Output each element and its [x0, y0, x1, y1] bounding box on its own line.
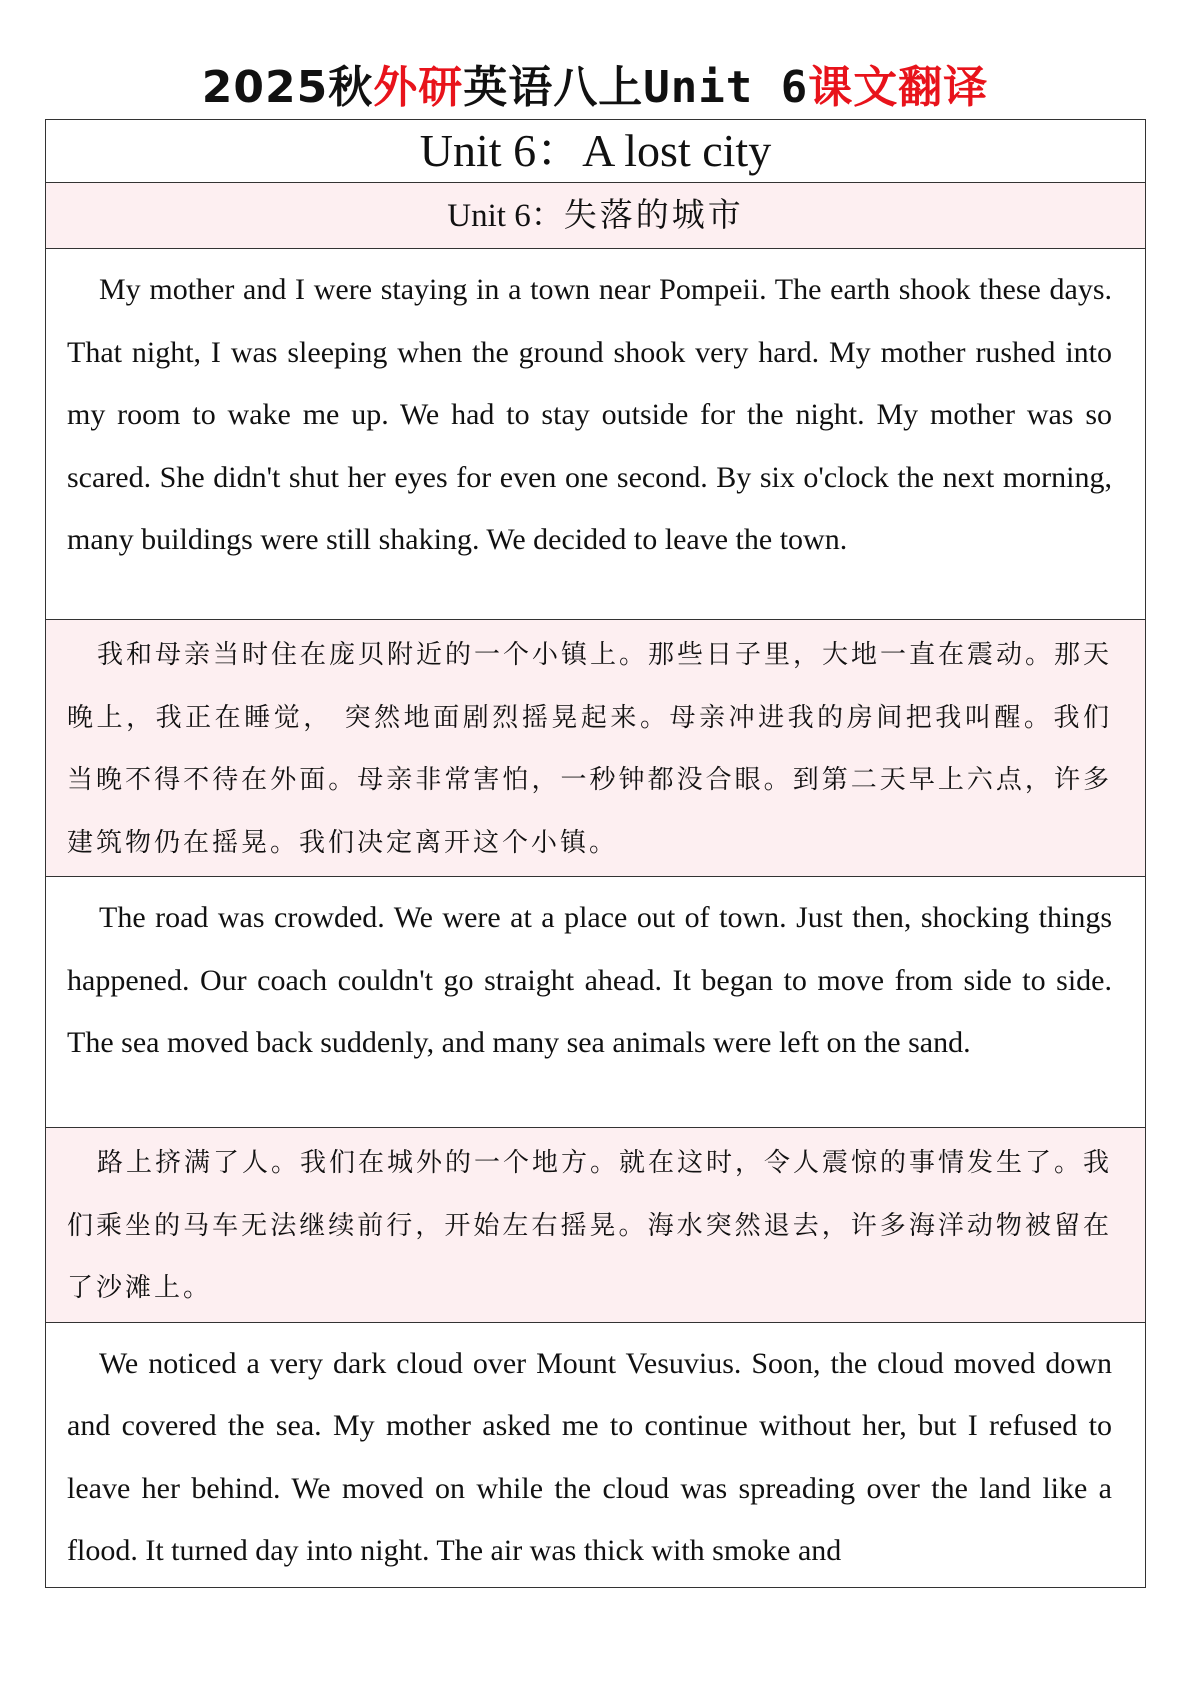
- title-publisher: 外研: [373, 62, 464, 113]
- paragraph-en-1: My mother and I were staying in a town near Pompeii. The earth shook these days. That night, I was sleeping when the ground shook very hard. My mother rushed into my room to wake me up. We had to stay outside for the night. My mother was so scared. She didn't shut her eyes for even one second. By six o'clock the next morning, many buildings were still shaking. We decided to leave the town.: [46, 249, 1146, 620]
- unit-title-cn-text: 失落的城市: [563, 195, 744, 234]
- unit-title-cn: [46, 183, 1146, 249]
- title-prefix: 2025秋: [201, 62, 374, 113]
- paragraph-cn-2: 路上挤满了人。我们在城外的一个地方。就在这时，令人震惊的事情发生了。我们乘坐的马车无法继续前行，开始左右摇晃。海水突然退去，许多海洋动物被留在了沙滩上。: [46, 1128, 1146, 1323]
- paragraph-en-2: The road was crowded. We were at a place out of town. Just then, shocking things happened. Our coach couldn't go straight ahead. It began to move from side to side. The sea moved back suddenly, and many sea animals were left on the sand.: [46, 877, 1146, 1128]
- page-title: [0, 58, 1190, 118]
- paragraph-cn-1: 我和母亲当时住在庞贝附近的一个小镇上。那些日子里，大地一直在震动。那天晚上，我正在睡觉， 突然地面剧烈摇晃起来。母亲冲进我的房间把我叫醒。我们当晚不得不待在外面。母亲非常害怕，一秒钟都没合眼。到第二天早上六点，许多建筑物仍在摇晃。我们决定离开这个小镇。: [46, 620, 1146, 877]
- unit-title-cn-prefix: Unit 6：: [447, 198, 564, 234]
- title-suffix: 课文翻译: [808, 62, 989, 113]
- title-unit: Unit 6: [643, 62, 809, 113]
- paragraph-en-3: We noticed a very dark cloud over Mount Vesuvius. Soon, the cloud moved down and covered the sea. My mother asked me to continue without her, but I refused to leave her behind. We moved on while the cloud was spreading over the land like a flood. It turned day into night. The air was thick with smoke and: [46, 1322, 1146, 1587]
- title-subject: 英语八上: [463, 62, 644, 113]
- translation-table: [45, 119, 1146, 1588]
- unit-title-en: Unit 6：A lost city: [46, 120, 1146, 183]
